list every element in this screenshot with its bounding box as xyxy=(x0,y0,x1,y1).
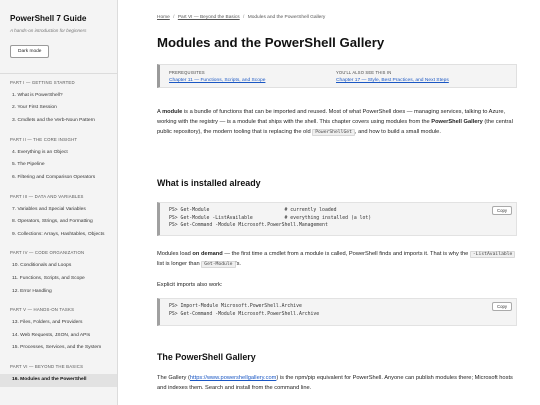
gallery-link[interactable]: https://www.powershellgallery.com xyxy=(189,375,277,381)
intro-bold-module: module xyxy=(162,109,183,115)
para-text: ) is the npm/pip equivalent for PowerShell. Anyone can publish modules there; Microsoft hosts and indexes them. Search and install from the command line. xyxy=(157,375,513,391)
nav-item[interactable]: 1. What is PowerShell? xyxy=(12,92,63,98)
nav-part-group xyxy=(0,358,117,390)
nav-part-heading: PART V — HANDS-ON TASKS xyxy=(10,307,75,313)
intro-text: A xyxy=(157,109,163,115)
nav-item[interactable]: 3. Cmdlets and the Verb-Noun Pattern xyxy=(12,118,95,124)
sidebar xyxy=(0,0,118,405)
prerequisites-header: PREREQUISITES xyxy=(169,70,205,75)
code-line: PS> Get-Command -Module Microsoft.PowerShell.Archive xyxy=(169,311,320,317)
intro-text: is a bundle of functions that can be imported and reused. Most of what PowerShell does — managing services, talking to Azure, working with the registry — is a module that ships with the shell. This chapter covers using modules from the xyxy=(157,109,506,125)
nav-part-heading: PART III — DATA AND VARIABLES xyxy=(10,193,84,199)
bold-on-demand: on demand xyxy=(192,251,223,257)
nav-part-group xyxy=(0,131,117,188)
nav-item[interactable]: 14. Web Requests, JSON, and APIs xyxy=(12,332,91,338)
gallery-paragraph xyxy=(157,374,517,394)
see-also-header: YOU'LL ALSO SEE THIS IN xyxy=(336,70,392,75)
chapter-nav xyxy=(0,73,117,390)
nav-item-active[interactable]: 16. Modules and the PowerShell xyxy=(0,374,117,387)
copy-button[interactable]: Copy xyxy=(492,206,512,215)
nav-part-heading: PART VI — BEYOND THE BASICS xyxy=(10,363,84,369)
nav-item[interactable]: 7. Variables and Special Variables xyxy=(12,206,86,212)
guide-title[interactable]: PowerShell 7 Guide xyxy=(10,14,87,23)
para-text: list is longer than xyxy=(157,260,202,267)
see-also-column xyxy=(336,70,449,83)
code-line: PS> Get-Command -Module Microsoft.PowerShell.Management xyxy=(169,223,328,229)
breadcrumb-part-link[interactable]: Part VI — Beyond the Basics xyxy=(177,15,240,20)
nav-item[interactable]: 5. The Pipeline xyxy=(12,162,45,168)
nav-item[interactable]: 9. Collections: Arrays, Hashtables, Objects xyxy=(12,231,105,237)
nav-item[interactable]: 4. Everything is an Object xyxy=(12,149,68,155)
inline-code: PowerShellGet xyxy=(312,129,355,136)
nav-part-group xyxy=(0,188,117,245)
para-text: Modules load xyxy=(157,251,193,257)
prerequisites-column xyxy=(169,70,265,83)
nav-item[interactable]: 12. Error Handling xyxy=(12,288,52,294)
breadcrumb-current: Modules and the PowerShell Gallery xyxy=(247,15,326,20)
intro-paragraph xyxy=(157,108,517,137)
breadcrumb-home-link[interactable]: Home xyxy=(157,15,170,20)
nav-item[interactable]: 6. Filtering and Comparison Operators xyxy=(12,174,96,180)
code-block xyxy=(157,202,517,236)
breadcrumb-separator: / xyxy=(173,15,175,20)
code-block xyxy=(157,298,517,326)
section-heading-installed: What is installed already xyxy=(157,178,261,188)
on-demand-paragraph xyxy=(157,250,517,270)
breadcrumb xyxy=(157,15,325,20)
see-also-link[interactable]: Chapter 17 — Style, Best Practices, and Next Steps xyxy=(336,78,449,83)
dark-mode-button[interactable]: Dark mode xyxy=(10,45,49,58)
prerequisites-link[interactable]: Chapter 11 — Functions, Scripts, and Scope xyxy=(169,78,266,83)
inline-code: Get-Module xyxy=(201,261,235,268)
nav-part-heading: PART I — GETTING STARTED xyxy=(10,79,75,85)
nav-item[interactable]: 8. Operators, Strings, and Formatting xyxy=(12,219,93,225)
code-line: PS> Get-Module # currently loaded xyxy=(169,208,337,213)
code-line: PS> Get-Module -ListAvailable # everything installed (a lot) xyxy=(169,215,372,221)
para-text: 's. xyxy=(235,260,242,267)
para-text: — the first time a cmdlet from a module is called, PowerShell finds and imports it. That is why the xyxy=(222,251,470,257)
nav-item[interactable]: 11. Functions, Scripts, and Scope xyxy=(12,275,85,281)
breadcrumb-separator: / xyxy=(243,15,245,20)
nav-item[interactable]: 2. Your First Session xyxy=(12,105,57,111)
prerequisites-box xyxy=(157,64,517,88)
nav-part-group xyxy=(0,74,117,131)
page-title: Modules and the PowerShell Gallery xyxy=(157,35,385,50)
para-text: The Gallery ( xyxy=(157,375,190,381)
nav-part-group xyxy=(0,244,117,301)
nav-item[interactable]: 13. Files, Folders, and Providers xyxy=(12,320,83,326)
explicit-imports-text: Explicit imports also work: xyxy=(157,282,223,288)
nav-part-group xyxy=(0,301,117,358)
inline-code: -ListAvailable xyxy=(470,251,516,258)
main-content xyxy=(157,0,517,405)
guide-subtitle: A hands-on introduction for beginners xyxy=(10,27,87,33)
intro-text: (the central public repository), the modern tooling that is replacing the old xyxy=(157,118,513,135)
nav-item[interactable]: 10. Conditionals and Loops xyxy=(12,263,72,269)
nav-item[interactable]: 15. Processes, Services, and the System xyxy=(12,345,102,351)
code-line: PS> Import-Module Microsoft.PowerShell.Archive xyxy=(169,304,302,309)
nav-part-heading: PART II — THE CORE INSIGHT xyxy=(10,136,78,142)
intro-text: , and how to build a small module. xyxy=(354,128,441,135)
nav-part-heading: PART IV — CODE ORGANIZATION xyxy=(10,250,85,256)
section-heading-gallery: The PowerShell Gallery xyxy=(157,352,256,362)
intro-bold-gallery: PowerShell Gallery xyxy=(431,118,483,125)
copy-button[interactable]: Copy xyxy=(492,302,512,311)
